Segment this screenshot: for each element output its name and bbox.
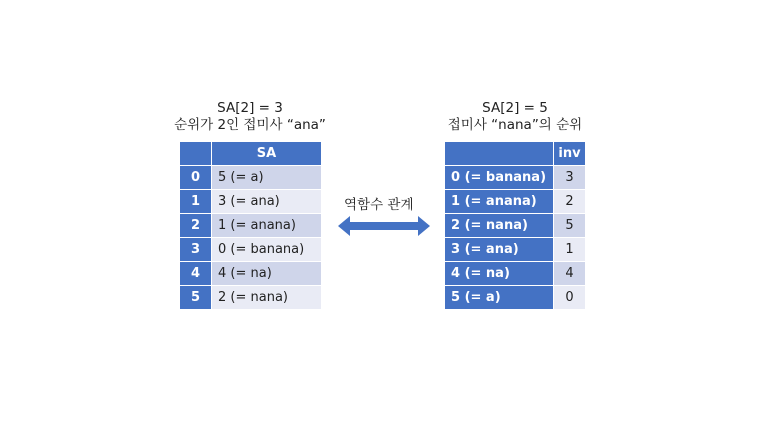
inv-table <box>444 141 586 310</box>
right-caption <box>440 100 590 134</box>
sa-row-index: 5 <box>180 286 212 310</box>
inv-row-value: 3 <box>554 166 586 190</box>
right-caption-line1: SA[2] = 5 <box>482 100 548 116</box>
table-row <box>445 214 586 238</box>
inv-header: inv <box>554 142 586 166</box>
table-row <box>180 238 322 262</box>
inv-row-label: 5 (= a) <box>445 286 554 310</box>
inv-row-label: 1 (= anana) <box>445 190 554 214</box>
sa-row-index: 0 <box>180 166 212 190</box>
left-caption <box>165 100 335 134</box>
right-caption-line2: 접미사 “nana”의 순위 <box>447 117 583 133</box>
sa-row-value: 3 (= ana) <box>212 190 322 214</box>
table-row <box>445 238 586 262</box>
relation-label: 역함수 관계 <box>344 197 414 213</box>
table-row <box>445 166 586 190</box>
left-caption-line1: SA[2] = 3 <box>217 100 283 116</box>
inv-table-header-row <box>445 142 586 166</box>
sa-row-index: 4 <box>180 262 212 286</box>
inv-row-label: 2 (= nana) <box>445 214 554 238</box>
sa-row-index: 2 <box>180 214 212 238</box>
sa-row-value: 0 (= banana) <box>212 238 322 262</box>
double-arrow-icon <box>338 216 430 236</box>
sa-row-value: 1 (= anana) <box>212 214 322 238</box>
inv-row-value: 0 <box>554 286 586 310</box>
inv-row-label: 4 (= na) <box>445 262 554 286</box>
inv-row-value: 2 <box>554 190 586 214</box>
inv-row-value: 1 <box>554 238 586 262</box>
inv-row-label: 3 (= ana) <box>445 238 554 262</box>
table-row <box>180 214 322 238</box>
sa-row-index: 3 <box>180 238 212 262</box>
sa-table-header-row <box>180 142 322 166</box>
table-row <box>180 166 322 190</box>
inv-header-blank <box>445 142 554 166</box>
left-caption-line2: 순위가 2인 접미사 “ana” <box>174 117 326 133</box>
sa-row-index: 1 <box>180 190 212 214</box>
sa-table <box>179 141 322 310</box>
inv-row-label: 0 (= banana) <box>445 166 554 190</box>
sa-row-value: 5 (= a) <box>212 166 322 190</box>
table-row <box>180 190 322 214</box>
table-row <box>180 262 322 286</box>
table-row <box>445 190 586 214</box>
table-row <box>180 286 322 310</box>
sa-row-value: 2 (= nana) <box>212 286 322 310</box>
table-row <box>445 286 586 310</box>
table-row <box>445 262 586 286</box>
sa-header-blank <box>180 142 212 166</box>
sa-header: SA <box>212 142 322 166</box>
sa-row-value: 4 (= na) <box>212 262 322 286</box>
inv-row-value: 5 <box>554 214 586 238</box>
inv-row-value: 4 <box>554 262 586 286</box>
